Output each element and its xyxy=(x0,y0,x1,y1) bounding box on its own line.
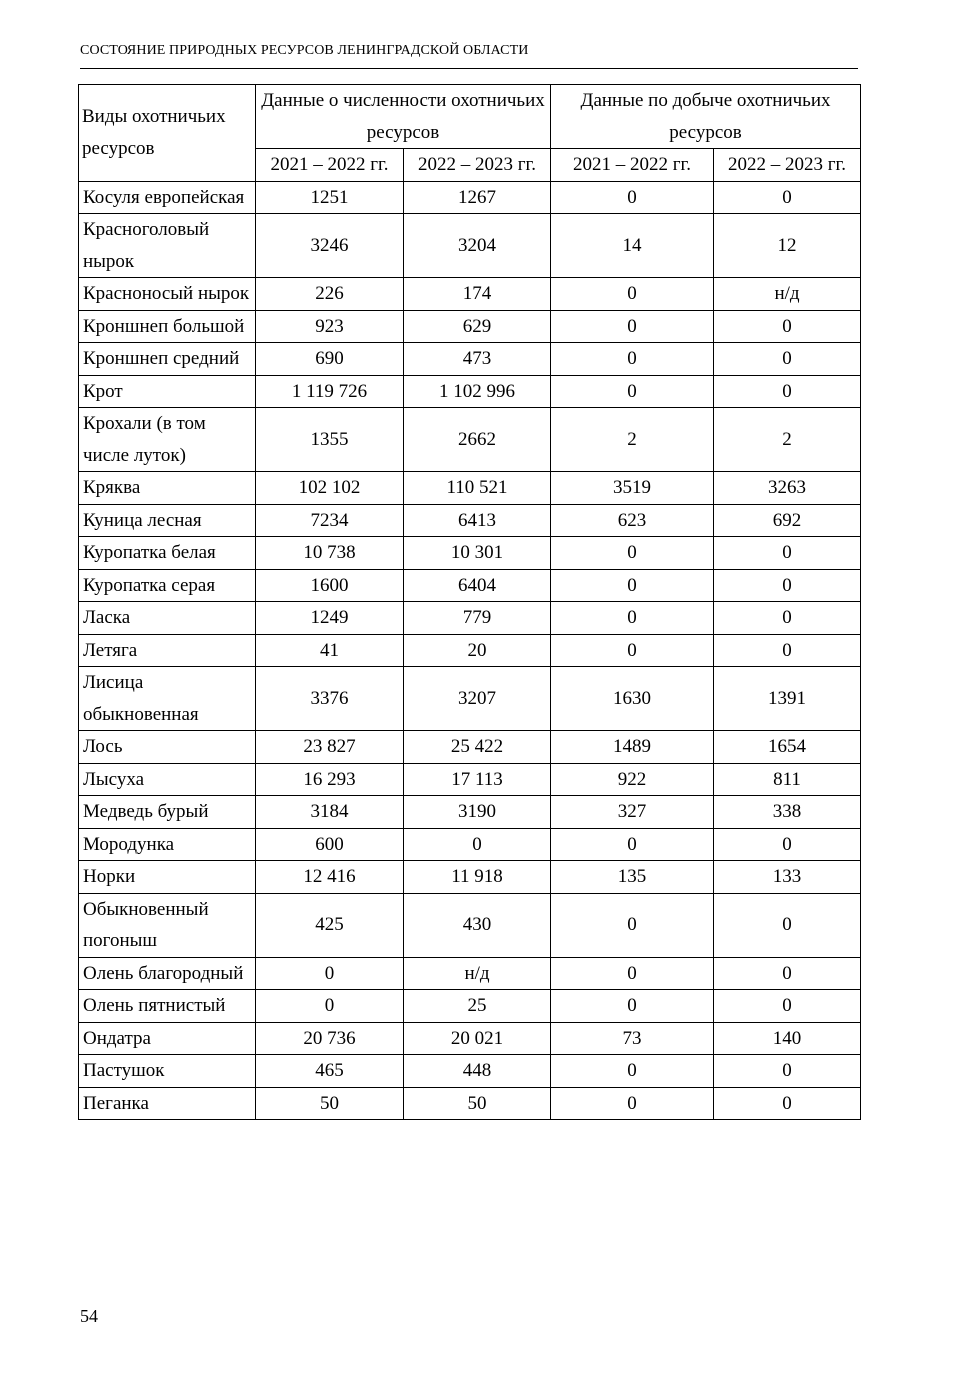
species-name-cell: Олень пятнистый xyxy=(79,990,256,1023)
table-row xyxy=(79,763,861,796)
table-row xyxy=(79,667,861,731)
harvest-2021-2022-cell: 0 xyxy=(551,828,714,861)
table-row xyxy=(79,1087,861,1120)
population-2021-2022-cell: 1251 xyxy=(256,181,404,214)
species-name-cell: Лисица обыкновенная xyxy=(79,667,256,731)
table-row xyxy=(79,861,861,894)
population-2021-2022-cell: 23 827 xyxy=(256,731,404,764)
table-row xyxy=(79,1022,861,1055)
population-2022-2023-cell: 473 xyxy=(404,343,551,376)
species-name-cell: Норки xyxy=(79,861,256,894)
population-year-1-header: 2021 – 2022 гг. xyxy=(256,149,404,182)
species-name-cell: Ласка xyxy=(79,602,256,635)
table-row xyxy=(79,990,861,1023)
species-column-header: Виды охотничьих ресурсов xyxy=(79,85,256,182)
harvest-2021-2022-cell: 73 xyxy=(551,1022,714,1055)
population-2022-2023-cell: 629 xyxy=(404,310,551,343)
population-2022-2023-cell: 448 xyxy=(404,1055,551,1088)
population-2022-2023-cell: 20 021 xyxy=(404,1022,551,1055)
harvest-2021-2022-cell: 0 xyxy=(551,181,714,214)
table-row xyxy=(79,731,861,764)
population-2022-2023-cell: 11 918 xyxy=(404,861,551,894)
table-row xyxy=(79,214,861,278)
harvest-2022-2023-cell: 0 xyxy=(714,375,861,408)
harvest-2022-2023-cell: 692 xyxy=(714,504,861,537)
harvest-2021-2022-cell: 0 xyxy=(551,957,714,990)
harvest-2022-2023-cell: 1654 xyxy=(714,731,861,764)
harvest-2022-2023-cell: 1391 xyxy=(714,667,861,731)
harvest-2021-2022-cell: 0 xyxy=(551,602,714,635)
harvest-2022-2023-cell: 0 xyxy=(714,634,861,667)
population-2021-2022-cell: 600 xyxy=(256,828,404,861)
harvest-2021-2022-cell: 3519 xyxy=(551,472,714,505)
header-row-groups xyxy=(79,85,861,149)
species-name-cell: Крохали (в том числе луток) xyxy=(79,408,256,472)
harvest-2022-2023-cell: 0 xyxy=(714,310,861,343)
harvest-2021-2022-cell: 2 xyxy=(551,408,714,472)
population-2021-2022-cell: 7234 xyxy=(256,504,404,537)
population-2022-2023-cell: 1267 xyxy=(404,181,551,214)
harvest-2022-2023-cell: 0 xyxy=(714,893,861,957)
table-row xyxy=(79,957,861,990)
table-header xyxy=(79,85,861,182)
harvest-2021-2022-cell: 623 xyxy=(551,504,714,537)
harvest-2021-2022-cell: 0 xyxy=(551,569,714,602)
table-row xyxy=(79,310,861,343)
population-2022-2023-cell: 20 xyxy=(404,634,551,667)
population-2022-2023-cell: 430 xyxy=(404,893,551,957)
species-name-cell: Медведь бурый xyxy=(79,796,256,829)
species-name-cell: Куница лесная xyxy=(79,504,256,537)
population-2021-2022-cell: 20 736 xyxy=(256,1022,404,1055)
table-row xyxy=(79,472,861,505)
species-name-cell: Лысуха xyxy=(79,763,256,796)
species-name-cell: Обыкновенный погоныш xyxy=(79,893,256,957)
species-name-cell: Пеганка xyxy=(79,1087,256,1120)
harvest-2022-2023-cell: 0 xyxy=(714,828,861,861)
species-name-cell: Мородунка xyxy=(79,828,256,861)
population-2021-2022-cell: 1 119 726 xyxy=(256,375,404,408)
species-name-cell: Летяга xyxy=(79,634,256,667)
population-2021-2022-cell: 0 xyxy=(256,990,404,1023)
harvest-2022-2023-cell: 0 xyxy=(714,181,861,214)
table-body xyxy=(79,181,861,1120)
harvest-2021-2022-cell: 0 xyxy=(551,893,714,957)
table-row xyxy=(79,375,861,408)
harvest-2021-2022-cell: 0 xyxy=(551,1055,714,1088)
species-name-cell: Кроншнеп средний xyxy=(79,343,256,376)
harvest-group-header: Данные по добыче охотничьих ресурсов xyxy=(551,85,861,149)
population-2021-2022-cell: 923 xyxy=(256,310,404,343)
population-2021-2022-cell: 41 xyxy=(256,634,404,667)
population-2021-2022-cell: 102 102 xyxy=(256,472,404,505)
table-row xyxy=(79,408,861,472)
hunting-resources-table xyxy=(78,84,861,1120)
population-2022-2023-cell: 17 113 xyxy=(404,763,551,796)
species-name-cell: Кроншнеп большой xyxy=(79,310,256,343)
harvest-2021-2022-cell: 327 xyxy=(551,796,714,829)
harvest-2022-2023-cell: 811 xyxy=(714,763,861,796)
species-name-cell: Красноносый нырок xyxy=(79,278,256,311)
table-row xyxy=(79,602,861,635)
harvest-2022-2023-cell: 0 xyxy=(714,569,861,602)
harvest-2021-2022-cell: 1630 xyxy=(551,667,714,731)
harvest-2021-2022-cell: 0 xyxy=(551,375,714,408)
population-2022-2023-cell: 0 xyxy=(404,828,551,861)
population-2021-2022-cell: 425 xyxy=(256,893,404,957)
population-2022-2023-cell: 3207 xyxy=(404,667,551,731)
harvest-year-2-header: 2022 – 2023 гг. xyxy=(714,149,861,182)
harvest-2022-2023-cell: 0 xyxy=(714,343,861,376)
population-2022-2023-cell: 3190 xyxy=(404,796,551,829)
harvest-2021-2022-cell: 0 xyxy=(551,310,714,343)
harvest-2022-2023-cell: 133 xyxy=(714,861,861,894)
page-number: 54 xyxy=(80,1306,98,1326)
population-2022-2023-cell: 2662 xyxy=(404,408,551,472)
species-name-cell: Кряква xyxy=(79,472,256,505)
population-group-header: Данные о численности охотничьих ресурсов xyxy=(256,85,551,149)
harvest-2021-2022-cell: 135 xyxy=(551,861,714,894)
table-row xyxy=(79,828,861,861)
harvest-2022-2023-cell: 338 xyxy=(714,796,861,829)
harvest-2022-2023-cell: 2 xyxy=(714,408,861,472)
harvest-2021-2022-cell: 14 xyxy=(551,214,714,278)
population-2021-2022-cell: 1355 xyxy=(256,408,404,472)
population-2021-2022-cell: 3246 xyxy=(256,214,404,278)
species-name-cell: Олень благородный xyxy=(79,957,256,990)
population-2022-2023-cell: 6404 xyxy=(404,569,551,602)
population-2021-2022-cell: 690 xyxy=(256,343,404,376)
population-2021-2022-cell: 12 416 xyxy=(256,861,404,894)
harvest-2022-2023-cell: 0 xyxy=(714,957,861,990)
population-2021-2022-cell: 226 xyxy=(256,278,404,311)
species-name-cell: Куропатка белая xyxy=(79,537,256,570)
population-2022-2023-cell: 25 xyxy=(404,990,551,1023)
harvest-2021-2022-cell: 1489 xyxy=(551,731,714,764)
table-row xyxy=(79,569,861,602)
harvest-2021-2022-cell: 0 xyxy=(551,537,714,570)
species-name-cell: Куропатка серая xyxy=(79,569,256,602)
table-row xyxy=(79,343,861,376)
population-2021-2022-cell: 1600 xyxy=(256,569,404,602)
harvest-2021-2022-cell: 0 xyxy=(551,278,714,311)
harvest-2021-2022-cell: 922 xyxy=(551,763,714,796)
harvest-2022-2023-cell: 0 xyxy=(714,602,861,635)
species-name-cell: Пастушок xyxy=(79,1055,256,1088)
harvest-2022-2023-cell: 3263 xyxy=(714,472,861,505)
table-row xyxy=(79,537,861,570)
population-2022-2023-cell: 50 xyxy=(404,1087,551,1120)
population-2022-2023-cell: 6413 xyxy=(404,504,551,537)
harvest-2022-2023-cell: 140 xyxy=(714,1022,861,1055)
table-row xyxy=(79,181,861,214)
harvest-2022-2023-cell: 0 xyxy=(714,1087,861,1120)
population-2021-2022-cell: 50 xyxy=(256,1087,404,1120)
harvest-year-1-header: 2021 – 2022 гг. xyxy=(551,149,714,182)
population-2022-2023-cell: 174 xyxy=(404,278,551,311)
species-name-cell: Крот xyxy=(79,375,256,408)
table-row xyxy=(79,504,861,537)
table-row xyxy=(79,278,861,311)
table-row xyxy=(79,796,861,829)
population-2022-2023-cell: н/д xyxy=(404,957,551,990)
species-name-cell: Косуля европейская xyxy=(79,181,256,214)
harvest-2022-2023-cell: 0 xyxy=(714,537,861,570)
population-2022-2023-cell: 3204 xyxy=(404,214,551,278)
table-row xyxy=(79,634,861,667)
population-2022-2023-cell: 110 521 xyxy=(404,472,551,505)
harvest-2021-2022-cell: 0 xyxy=(551,634,714,667)
population-2022-2023-cell: 10 301 xyxy=(404,537,551,570)
harvest-2021-2022-cell: 0 xyxy=(551,990,714,1023)
harvest-2022-2023-cell: 0 xyxy=(714,990,861,1023)
population-2021-2022-cell: 16 293 xyxy=(256,763,404,796)
species-name-cell: Красноголовый нырок xyxy=(79,214,256,278)
harvest-2022-2023-cell: н/д xyxy=(714,278,861,311)
species-name-cell: Лось xyxy=(79,731,256,764)
population-2022-2023-cell: 25 422 xyxy=(404,731,551,764)
harvest-2022-2023-cell: 12 xyxy=(714,214,861,278)
population-2021-2022-cell: 3184 xyxy=(256,796,404,829)
header-divider xyxy=(80,68,858,69)
population-2021-2022-cell: 1249 xyxy=(256,602,404,635)
harvest-2021-2022-cell: 0 xyxy=(551,1087,714,1120)
population-2021-2022-cell: 10 738 xyxy=(256,537,404,570)
running-header: СОСТОЯНИЕ ПРИРОДНЫХ РЕСУРСОВ ЛЕНИНГРАДСКОЙ ОБЛАСТИ xyxy=(80,43,529,58)
population-2021-2022-cell: 465 xyxy=(256,1055,404,1088)
population-year-2-header: 2022 – 2023 гг. xyxy=(404,149,551,182)
harvest-2021-2022-cell: 0 xyxy=(551,343,714,376)
population-2021-2022-cell: 0 xyxy=(256,957,404,990)
species-name-cell: Ондатра xyxy=(79,1022,256,1055)
table-row xyxy=(79,893,861,957)
table-row xyxy=(79,1055,861,1088)
population-2021-2022-cell: 3376 xyxy=(256,667,404,731)
harvest-2022-2023-cell: 0 xyxy=(714,1055,861,1088)
population-2022-2023-cell: 779 xyxy=(404,602,551,635)
population-2022-2023-cell: 1 102 996 xyxy=(404,375,551,408)
